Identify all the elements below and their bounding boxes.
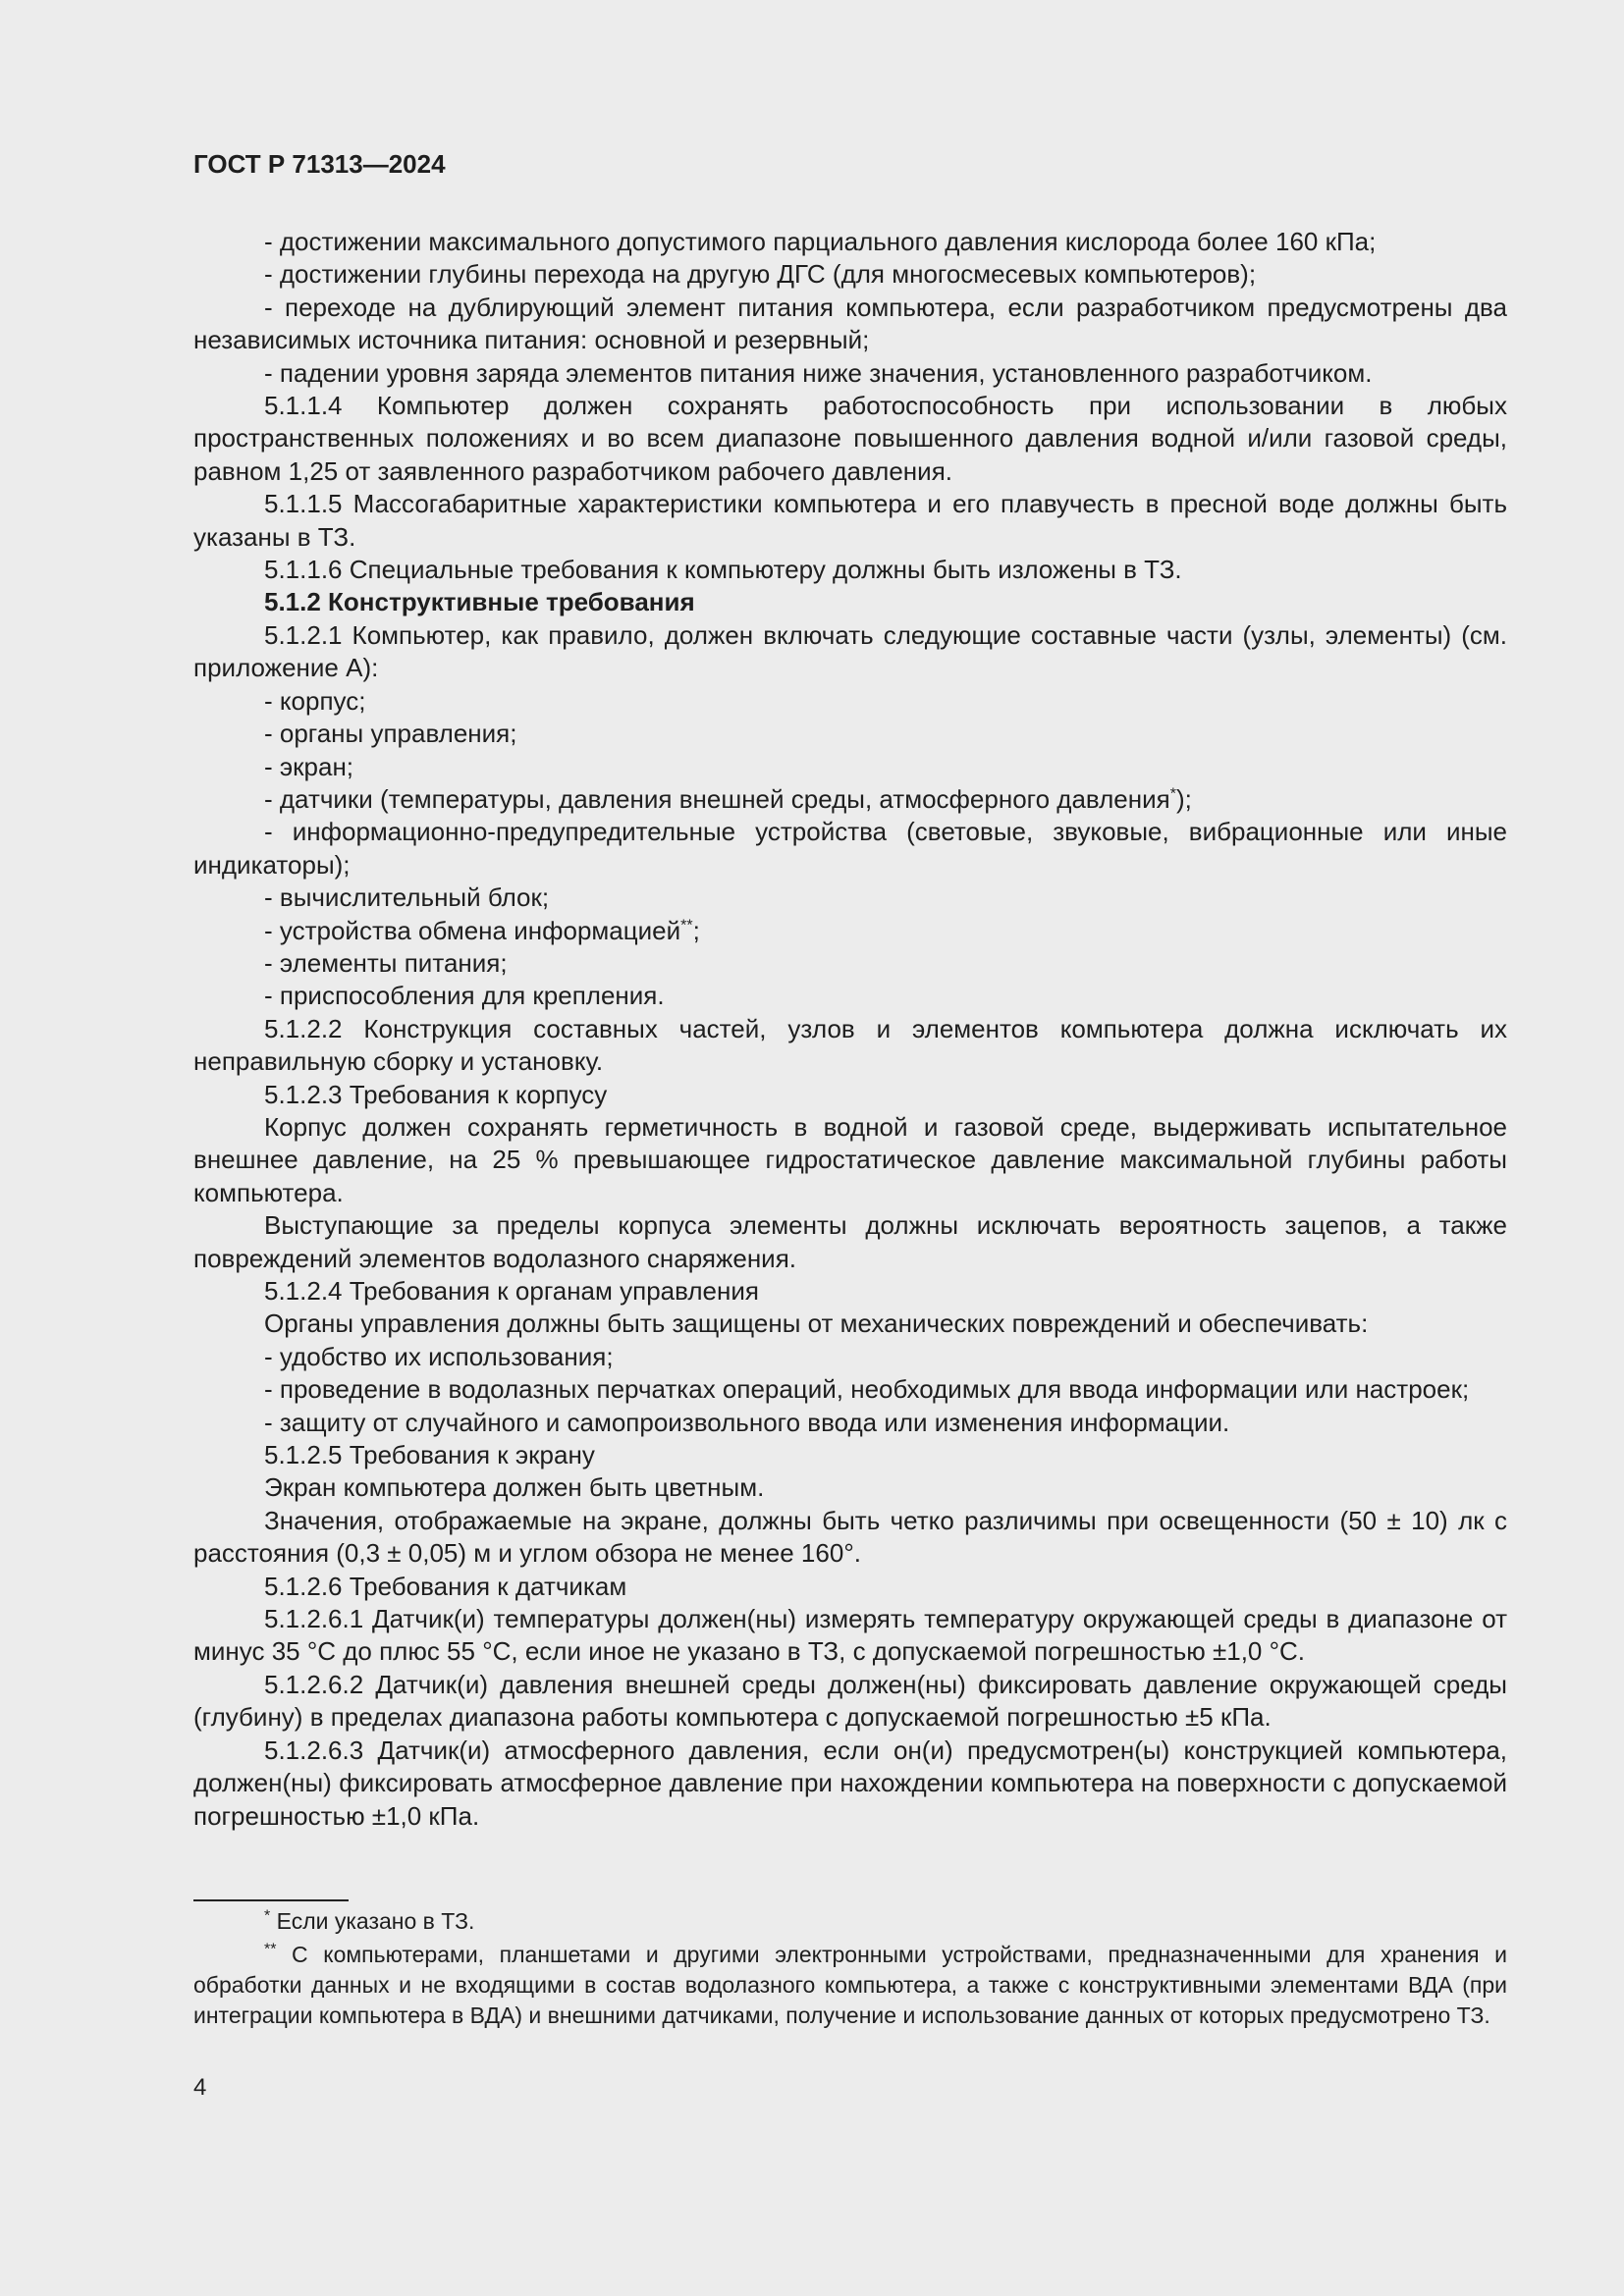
paragraph: 5.1.1.5 Массогабаритные характеристики компьютера и его плавучесть в пресной воде должны быть указаны в ТЗ. [193,489,1507,552]
paragraph: 5.1.2.1 Компьютер, как правило, должен включать следующие составные части (узлы, элементы) (см. приложение А): [193,619,1507,683]
list-item: - органы управления; [264,719,517,749]
list-item-tail: ); [1175,783,1192,814]
list-item [193,915,1507,947]
subsection-heading: 5.1.2.3 Требования к корпусу [264,1079,608,1109]
list-item: - информационно-предупредительные устройства (световые, звуковые, вибрационные или иные индикаторы); [193,817,1507,880]
list-item: - элементы питания; [264,947,508,978]
list-item: - падении уровня заряда элементов питания ниже значения, установленного разработчиком. [264,357,1373,388]
page-number: 4 [193,2074,207,2101]
list-item: - вычислительный блок; [264,882,550,913]
paragraph: 5.1.2.6.3 Датчик(и) атмосферного давления, если он(и) предусмотрен(ы) конструкцией компьютера, должен(ны) фиксировать атмосферное давление при нахождении компьютера на поверхности с допускаемой погрешностью ±1,0 кПа. [193,1735,1507,1831]
paragraph: 5.1.2.2 Конструкция составных частей, узлов и элементов компьютера должна исключать их неправильную сборку и установку. [193,1013,1507,1077]
list-item [193,783,1507,816]
paragraph: Органы управления должны быть защищены от механических повреждений и обеспечивать: [264,1308,1369,1339]
section-heading: 5.1.2 Конструктивные требования [264,587,695,617]
list-item: - переходе на дублирующий элемент питания компьютера, если разработчиком предусмотрены два независимых источника питания: основной и резервный; [193,292,1507,355]
footnote-mark: * [264,1907,271,1925]
footnote-ref: * [1169,785,1176,803]
list-item: - достижении максимального допустимого парциального давления кислорода более 160 кПа; [264,227,1377,256]
footnote [193,1940,1507,2031]
paragraph: 5.1.1.6 Специальные требования к компьютеру должны быть изложены в ТЗ. [264,555,1182,585]
paragraph: 5.1.2.6.1 Датчик(и) температуры должен(ны) измерять температуру окружающей среды в диапазоне от минус 35 °С до плюс 55 °С, если иное не указано в ТЗ, с допускаемой погрешностью ±1,0 °С. [193,1604,1507,1667]
list-item: - защиту от случайного и самопроизвольного ввода или изменения информации. [264,1407,1230,1437]
subsection-heading: 5.1.2.6 Требования к датчикам [264,1571,627,1601]
footnote [193,1906,1507,1937]
paragraph: Выступающие за пределы корпуса элементы должны исключать вероятность зацепов, а также повреждений элементов водолазного снаряжения. [193,1210,1507,1273]
list-item: - экран; [264,751,354,781]
list-item: - приспособления для крепления. [264,981,665,1011]
subsection-heading: 5.1.2.5 Требования к экрану [264,1440,595,1470]
subsection-heading: 5.1.2.4 Требования к органам управления [264,1276,759,1306]
paragraph: 5.1.2.6.2 Датчик(и) давления внешней среды должен(ны) фиксировать давление окружающей среды (глубину) в пределах диапазона работы компьютера с допускаемой погрешностью ±5 кПа. [193,1669,1507,1733]
paragraph: Значения, отображаемые на экране, должны быть четко различимы при освещенности (50 ± 10) лк с расстояния (0,3 ± 0,05) м и углом обзора не менее 160°. [193,1505,1507,1569]
list-item: - корпус; [264,685,366,716]
document-header: ГОСТ Р 71313—2024 [193,149,446,179]
footnotes [193,1906,1507,2034]
paragraph: Экран компьютера должен быть цветным. [264,1472,765,1503]
footnote-text: С компьютерами, планшетами и другими электронными устройствами, предназначенными для хранения и обработки данных и не входящими в состав водолазного компьютера, а также с конструктивными элементами ВДА (при интеграции компьютера в ВДА) и внешними датчиками, получение и использование данных от которых предусмотрено ТЗ. [193,1942,1507,2028]
footnote-text: Если указано в ТЗ. [270,1908,475,1934]
list-item: - достижении глубины перехода на другую ДГС (для многосмесевых компьютеров); [264,259,1257,290]
footnote-divider [193,1899,349,1901]
list-item-tail: ; [692,915,700,945]
document-body [193,226,1507,1833]
footnote-ref: ** [680,916,693,934]
footnote-mark: ** [264,1941,277,1958]
list-item: - удобство их использования; [264,1341,614,1371]
list-item-text: - датчики (температуры, давления внешней среды, атмосферного давления [264,783,1170,814]
paragraph: Корпус должен сохранять герметичность в водной и газовой среде, выдерживать испытательное внешнее давление, на 25 % превышающее гидростатическое давление максимальной глубины работы компьютера. [193,1111,1507,1207]
list-item-text: - устройства обмена информацией [264,915,681,945]
list-item: - проведение в водолазных перчатках операций, необходимых для ввода информации или настроек; [264,1374,1470,1405]
paragraph: 5.1.1.4 Компьютер должен сохранять работоспособность при использовании в любых пространственных положениях и во всем диапазоне повышенного давления водной и/или газовой среды, равном 1,25 от заявленного разработчиком рабочего давления. [193,391,1507,486]
